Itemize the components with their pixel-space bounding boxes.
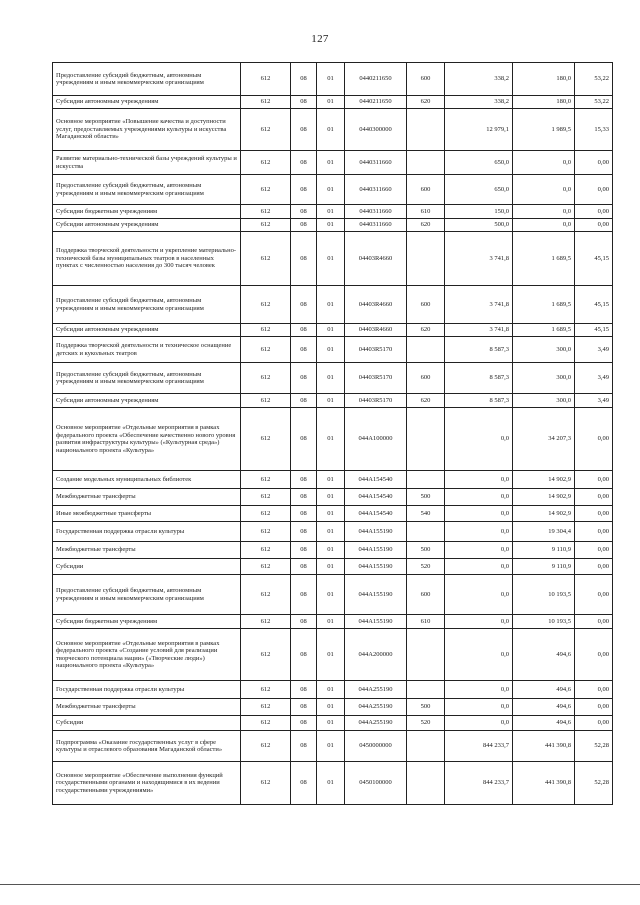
cell-expense-type [407,408,445,471]
cell-subsection-code: 01 [317,681,345,699]
cell-percent: 0,00 [575,542,613,559]
cell-name: Предоставление субсидий бюджетным, автономным учреждениям и иным некоммерческим организациям [53,363,241,394]
cell-percent: 0,00 [575,219,613,232]
cell-target-article: 044A255190 [345,681,407,699]
table-row [53,205,613,219]
cell-name: Межбюджетные трансферты [53,699,241,716]
table-row [53,506,613,522]
cell-target-article: 044A255190 [345,716,407,731]
cell-percent: 0,00 [575,205,613,219]
cell-subsection-code: 01 [317,731,345,762]
cell-section-code: 08 [291,615,317,629]
cell-actual-amount: 180,0 [513,96,575,109]
page-number: 127 [311,33,329,45]
cell-target-article: 04403R4660 [345,324,407,337]
cell-expense-type: 600 [407,63,445,96]
table-row [53,575,613,615]
cell-subsection-code: 01 [317,286,345,324]
table-row [53,731,613,762]
cell-section-code: 08 [291,489,317,506]
cell-name: Субсидии автономным учреждениям [53,394,241,408]
cell-target-article: 044A200000 [345,629,407,681]
cell-section-code: 08 [291,575,317,615]
cell-section-code: 08 [291,232,317,286]
table-row [53,363,613,394]
cell-actual-amount: 14 902,9 [513,471,575,489]
cell-subsection-code: 01 [317,575,345,615]
cell-subsection-code: 01 [317,109,345,151]
cell-expense-type [407,762,445,805]
table-row [53,559,613,575]
cell-target-article: 044A154540 [345,471,407,489]
cell-percent: 0,00 [575,575,613,615]
cell-ministry-code: 612 [241,615,291,629]
cell-target-article: 04403R5170 [345,363,407,394]
cell-percent: 0,00 [575,175,613,205]
cell-target-article: 044A155190 [345,542,407,559]
cell-ministry-code: 612 [241,63,291,96]
cell-name: Государственная поддержка отрасли культуры [53,522,241,542]
cell-ministry-code: 612 [241,762,291,805]
cell-target-article: 04403R4660 [345,286,407,324]
cell-actual-amount: 14 902,9 [513,489,575,506]
cell-percent: 3,49 [575,363,613,394]
cell-section-code: 08 [291,286,317,324]
cell-planned-amount: 0,0 [445,699,513,716]
cell-name: Субсидии автономным учреждениям [53,96,241,109]
table-row [53,522,613,542]
cell-actual-amount: 441 390,8 [513,762,575,805]
cell-section-code: 08 [291,559,317,575]
table-row [53,542,613,559]
cell-expense-type: 600 [407,363,445,394]
cell-ministry-code: 612 [241,506,291,522]
cell-name: Субсидии [53,716,241,731]
cell-ministry-code: 612 [241,232,291,286]
cell-subsection-code: 01 [317,762,345,805]
cell-actual-amount: 494,6 [513,716,575,731]
cell-percent: 0,00 [575,506,613,522]
cell-subsection-code: 01 [317,363,345,394]
cell-target-article: 0440311660 [345,175,407,205]
cell-ministry-code: 612 [241,337,291,363]
cell-section-code: 08 [291,506,317,522]
cell-section-code: 08 [291,522,317,542]
cell-planned-amount: 0,0 [445,629,513,681]
table-row [53,96,613,109]
cell-expense-type [407,731,445,762]
cell-percent: 0,00 [575,408,613,471]
cell-subsection-code: 01 [317,151,345,175]
cell-name: Межбюджетные трансферты [53,489,241,506]
cell-actual-amount: 0,0 [513,219,575,232]
cell-name: Межбюджетные трансферты [53,542,241,559]
cell-section-code: 08 [291,63,317,96]
cell-ministry-code: 612 [241,96,291,109]
cell-ministry-code: 612 [241,489,291,506]
cell-percent: 0,00 [575,471,613,489]
cell-target-article: 0440311660 [345,219,407,232]
cell-name: Субсидии автономным учреждениям [53,324,241,337]
cell-ministry-code: 612 [241,219,291,232]
cell-target-article: 0440300000 [345,109,407,151]
cell-planned-amount: 3 741,8 [445,286,513,324]
cell-planned-amount: 0,0 [445,716,513,731]
cell-target-article: 044A155190 [345,522,407,542]
cell-expense-type [407,151,445,175]
cell-actual-amount: 300,0 [513,337,575,363]
cell-actual-amount: 180,0 [513,63,575,96]
cell-section-code: 08 [291,731,317,762]
cell-actual-amount: 0,0 [513,205,575,219]
cell-expense-type [407,629,445,681]
cell-actual-amount: 1 689,5 [513,232,575,286]
cell-percent: 45,15 [575,324,613,337]
cell-expense-type: 500 [407,699,445,716]
budget-table-body [53,63,613,805]
cell-target-article: 0450000000 [345,731,407,762]
cell-target-article: 0440311660 [345,151,407,175]
cell-expense-type: 620 [407,219,445,232]
cell-expense-type: 520 [407,559,445,575]
cell-target-article: 0440211650 [345,63,407,96]
cell-percent: 0,00 [575,716,613,731]
cell-name: Субсидии [53,559,241,575]
cell-planned-amount: 0,0 [445,575,513,615]
cell-subsection-code: 01 [317,699,345,716]
cell-expense-type: 620 [407,96,445,109]
cell-subsection-code: 01 [317,522,345,542]
cell-percent: 0,00 [575,151,613,175]
table-row [53,219,613,232]
cell-percent: 0,00 [575,629,613,681]
cell-section-code: 08 [291,408,317,471]
cell-actual-amount: 19 304,4 [513,522,575,542]
cell-subsection-code: 01 [317,506,345,522]
cell-subsection-code: 01 [317,394,345,408]
cell-ministry-code: 612 [241,151,291,175]
cell-expense-type [407,232,445,286]
cell-section-code: 08 [291,629,317,681]
cell-percent: 0,00 [575,559,613,575]
cell-percent: 52,28 [575,762,613,805]
cell-percent: 0,00 [575,681,613,699]
cell-planned-amount: 0,0 [445,408,513,471]
cell-section-code: 08 [291,716,317,731]
table-row [53,615,613,629]
cell-percent: 0,00 [575,699,613,716]
cell-planned-amount: 3 741,8 [445,324,513,337]
cell-name: Развитие материально-технической базы учреждений культуры и искусства [53,151,241,175]
cell-actual-amount: 494,6 [513,629,575,681]
cell-subsection-code: 01 [317,716,345,731]
cell-planned-amount: 0,0 [445,681,513,699]
cell-section-code: 08 [291,109,317,151]
cell-subsection-code: 01 [317,471,345,489]
cell-target-article: 044A154540 [345,506,407,522]
cell-planned-amount: 0,0 [445,542,513,559]
cell-planned-amount: 3 741,8 [445,232,513,286]
cell-target-article: 044A255190 [345,699,407,716]
cell-planned-amount: 338,2 [445,63,513,96]
cell-ministry-code: 612 [241,109,291,151]
cell-target-article: 0440311660 [345,205,407,219]
table-row [53,151,613,175]
cell-planned-amount: 0,0 [445,615,513,629]
cell-subsection-code: 01 [317,559,345,575]
cell-ministry-code: 612 [241,575,291,615]
cell-planned-amount: 8 587,3 [445,337,513,363]
cell-section-code: 08 [291,363,317,394]
cell-subsection-code: 01 [317,629,345,681]
cell-expense-type: 610 [407,205,445,219]
cell-name: Поддержка творческой деятельности и техническое оснащение детских и кукольных театров [53,337,241,363]
cell-subsection-code: 01 [317,324,345,337]
cell-percent: 45,15 [575,232,613,286]
cell-subsection-code: 01 [317,96,345,109]
table-row [53,489,613,506]
table-row [53,699,613,716]
table-row [53,408,613,471]
cell-name: Иные межбюджетные трансферты [53,506,241,522]
cell-ministry-code: 612 [241,716,291,731]
cell-name: Субсидии бюджетным учреждениям [53,205,241,219]
cell-actual-amount: 494,6 [513,699,575,716]
table-row [53,762,613,805]
table-row [53,324,613,337]
cell-expense-type [407,337,445,363]
cell-name: Поддержка творческой деятельности и укрепление материально-технической базы муниципальных театров в населенных пунктах с численностью населения до 300 тысяч человек [53,232,241,286]
cell-actual-amount: 34 207,3 [513,408,575,471]
cell-expense-type [407,522,445,542]
cell-percent: 15,33 [575,109,613,151]
cell-planned-amount: 0,0 [445,489,513,506]
cell-section-code: 08 [291,762,317,805]
table-row [53,471,613,489]
cell-planned-amount: 338,2 [445,96,513,109]
budget-table [52,62,613,805]
cell-planned-amount: 150,0 [445,205,513,219]
cell-ministry-code: 612 [241,731,291,762]
cell-percent: 0,00 [575,615,613,629]
cell-section-code: 08 [291,205,317,219]
cell-name: Государственная поддержка отрасли культуры [53,681,241,699]
cell-expense-type [407,471,445,489]
cell-actual-amount: 300,0 [513,363,575,394]
cell-target-article: 044A100000 [345,408,407,471]
cell-actual-amount: 1 989,5 [513,109,575,151]
cell-planned-amount: 650,0 [445,175,513,205]
table-row [53,286,613,324]
cell-target-article: 04403R4660 [345,232,407,286]
table-row [53,63,613,96]
cell-actual-amount: 1 689,5 [513,286,575,324]
cell-expense-type: 520 [407,716,445,731]
cell-name: Подпрограмма «Оказание государственных услуг в сфере культуры и отраслевого образования Магаданской области» [53,731,241,762]
cell-target-article: 04403R5170 [345,337,407,363]
cell-actual-amount: 14 902,9 [513,506,575,522]
cell-expense-type: 600 [407,575,445,615]
cell-planned-amount: 844 233,7 [445,762,513,805]
cell-section-code: 08 [291,542,317,559]
cell-percent: 0,00 [575,522,613,542]
cell-section-code: 08 [291,175,317,205]
cell-ministry-code: 612 [241,408,291,471]
table-row [53,681,613,699]
cell-section-code: 08 [291,699,317,716]
cell-ministry-code: 612 [241,471,291,489]
cell-subsection-code: 01 [317,408,345,471]
cell-section-code: 08 [291,681,317,699]
cell-ministry-code: 612 [241,394,291,408]
cell-ministry-code: 612 [241,699,291,716]
cell-expense-type: 600 [407,286,445,324]
page-bottom-rule [0,884,640,885]
cell-expense-type: 620 [407,394,445,408]
cell-percent: 3,49 [575,394,613,408]
cell-planned-amount: 8 587,3 [445,394,513,408]
table-row [53,337,613,363]
cell-planned-amount: 0,0 [445,559,513,575]
cell-ministry-code: 612 [241,629,291,681]
cell-target-article: 044A154540 [345,489,407,506]
cell-name: Субсидии бюджетным учреждениям [53,615,241,629]
cell-section-code: 08 [291,337,317,363]
cell-planned-amount: 0,0 [445,506,513,522]
cell-expense-type [407,109,445,151]
cell-planned-amount: 0,0 [445,471,513,489]
cell-ministry-code: 612 [241,175,291,205]
cell-section-code: 08 [291,394,317,408]
cell-actual-amount: 494,6 [513,681,575,699]
cell-percent: 53,22 [575,63,613,96]
cell-name: Создание модельных муниципальных библиотек [53,471,241,489]
cell-subsection-code: 01 [317,219,345,232]
cell-planned-amount: 12 979,1 [445,109,513,151]
cell-planned-amount: 8 587,3 [445,363,513,394]
cell-percent: 0,00 [575,489,613,506]
cell-subsection-code: 01 [317,542,345,559]
cell-actual-amount: 10 193,5 [513,575,575,615]
cell-target-article: 044A155190 [345,559,407,575]
cell-expense-type: 500 [407,489,445,506]
cell-actual-amount: 300,0 [513,394,575,408]
cell-ministry-code: 612 [241,363,291,394]
cell-actual-amount: 441 390,8 [513,731,575,762]
cell-subsection-code: 01 [317,489,345,506]
cell-percent: 53,22 [575,96,613,109]
cell-actual-amount: 0,0 [513,151,575,175]
cell-ministry-code: 612 [241,324,291,337]
cell-subsection-code: 01 [317,63,345,96]
cell-actual-amount: 9 110,9 [513,559,575,575]
cell-target-article: 04403R5170 [345,394,407,408]
cell-planned-amount: 844 233,7 [445,731,513,762]
cell-percent: 3,49 [575,337,613,363]
cell-subsection-code: 01 [317,205,345,219]
cell-actual-amount: 10 193,5 [513,615,575,629]
cell-name: Основное мероприятие «Отдельные мероприятия в рамках федерального проекта «Обеспечение качественно нового уровня развития инфраструктуры культуры» («Культурная среда») национального проекта «Культура» [53,408,241,471]
cell-section-code: 08 [291,471,317,489]
cell-section-code: 08 [291,96,317,109]
cell-planned-amount: 500,0 [445,219,513,232]
table-row [53,394,613,408]
cell-target-article: 044A155190 [345,575,407,615]
cell-actual-amount: 9 110,9 [513,542,575,559]
table-row [53,232,613,286]
cell-planned-amount: 650,0 [445,151,513,175]
cell-name: Предоставление субсидий бюджетным, автономным учреждениям и иным некоммерческим организациям [53,575,241,615]
cell-section-code: 08 [291,324,317,337]
table-row [53,175,613,205]
cell-subsection-code: 01 [317,337,345,363]
cell-name: Основное мероприятие «Повышение качества и доступности услуг, предоставляемых учреждениями культуры и искусства Магаданской области» [53,109,241,151]
cell-actual-amount: 0,0 [513,175,575,205]
table-row [53,629,613,681]
cell-ministry-code: 612 [241,542,291,559]
cell-subsection-code: 01 [317,175,345,205]
cell-ministry-code: 612 [241,522,291,542]
cell-expense-type: 600 [407,175,445,205]
table-row [53,716,613,731]
cell-actual-amount: 1 689,5 [513,324,575,337]
cell-expense-type: 500 [407,542,445,559]
cell-ministry-code: 612 [241,559,291,575]
cell-section-code: 08 [291,219,317,232]
cell-name: Основное мероприятие «Отдельные мероприятия в рамках федерального проекта «Создание условий для реализации творческого потенциала нации» («Творческие люди») национального проекта «Культура» [53,629,241,681]
cell-target-article: 0450100000 [345,762,407,805]
cell-percent: 52,28 [575,731,613,762]
cell-name: Предоставление субсидий бюджетным, автономным учреждениям и иным некоммерческим организациям [53,286,241,324]
cell-expense-type: 540 [407,506,445,522]
cell-target-article: 0440211650 [345,96,407,109]
cell-section-code: 08 [291,151,317,175]
cell-name: Основное мероприятие «Обеспечение выполнения функций государственными органами и находящимися в их ведении государственными учреждениями» [53,762,241,805]
cell-ministry-code: 612 [241,681,291,699]
cell-name: Субсидии автономным учреждениям [53,219,241,232]
cell-name: Предоставление субсидий бюджетным, автономным учреждениям и иным некоммерческим организациям [53,175,241,205]
cell-planned-amount: 0,0 [445,522,513,542]
cell-expense-type: 620 [407,324,445,337]
cell-name: Предоставление субсидий бюджетным, автономным учреждениям и иным некоммерческим организациям [53,63,241,96]
cell-ministry-code: 612 [241,205,291,219]
cell-ministry-code: 612 [241,286,291,324]
cell-subsection-code: 01 [317,232,345,286]
cell-target-article: 044A155190 [345,615,407,629]
cell-percent: 45,15 [575,286,613,324]
table-row [53,109,613,151]
cell-expense-type: 610 [407,615,445,629]
cell-expense-type [407,681,445,699]
cell-subsection-code: 01 [317,615,345,629]
